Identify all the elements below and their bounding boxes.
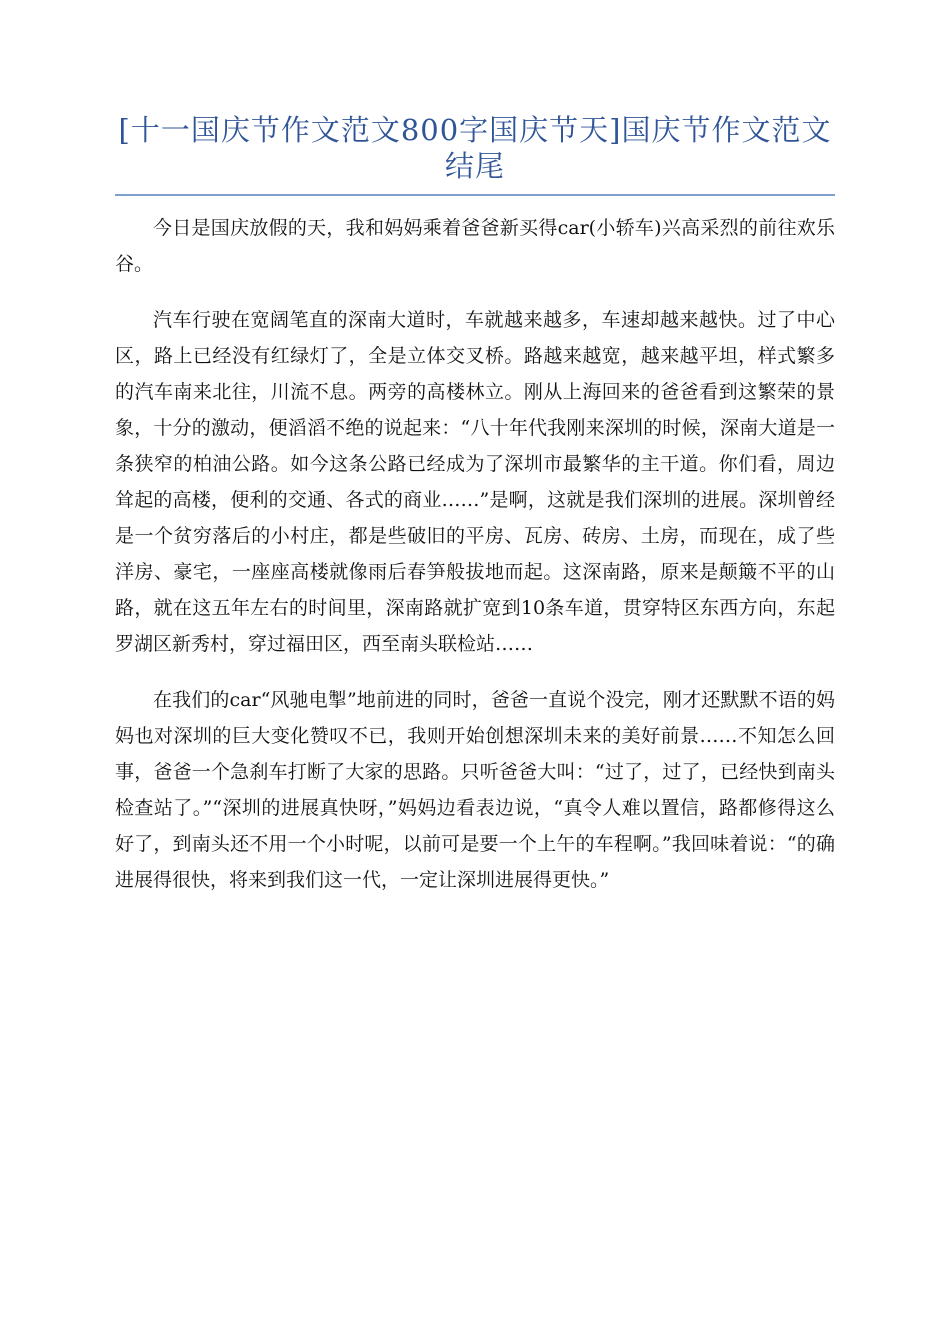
page-title: [十一国庆节作文范文800字国庆节天]国庆节作文范文结尾 xyxy=(118,113,832,183)
article-body xyxy=(115,210,835,918)
paragraph-3: 在我们的car“风驰电掣”地前进的同时，爸爸一直说个没完，刚才还默默不语的妈妈也对深圳的巨大变化赞叹不已，我则开始创想深圳未来的美好前景……不知怎么回事，爸爸一个急刹车打断了大家的思路。只听爸爸大叫：“过了，过了，已经快到南头检查站了。”“深圳的进展真快呀，”妈妈边看表边说，“真令人难以置信，路都修得这么好了，到南头还不用一个小时呢，以前可是要一个上午的车程啊。”我回味着说：“的确进展得很快，将来到我们这一代，一定让深圳进展得更快。” xyxy=(115,689,835,891)
paragraph-1: 今日是国庆放假的天，我和妈妈乘着爸爸新买得car(小轿车)兴高采烈的前往欢乐谷。 xyxy=(115,217,835,275)
paragraph-2: 汽车行驶在宽阔笔直的深南大道时，车就越来越多，车速却越来越快。过了中心区，路上已经没有红绿灯了，全是立体交叉桥。路越来越宽，越来越平坦，样式繁多的汽车南来北往，川流不息。两旁的高楼林立。刚从上海回来的爸爸看到这繁荣的景象，十分的激动，便滔滔不绝的说起来：“八十年代我刚来深圳的时候，深南大道是一条狭窄的柏油公路。如今这条公路已经成为了深圳市最繁华的主干道。你们看，周边耸起的高楼，便利的交通、各式的商业……”是啊，这就是我们深圳的进展。深圳曾经是一个贫穷落后的小村庄，都是些破旧的平房、瓦房、砖房、土房，而现在，成了些洋房、豪宅，一座座高楼就像雨后春笋般拔地而起。这深南路，原来是颠簸不平的山路，就在这五年左右的时间里，深南路就扩宽到10条车道，贯穿特区东西方向，东起罗湖区新秀村，穿过福田区，西至南头联检站…… xyxy=(115,309,835,655)
title-block xyxy=(115,112,835,196)
